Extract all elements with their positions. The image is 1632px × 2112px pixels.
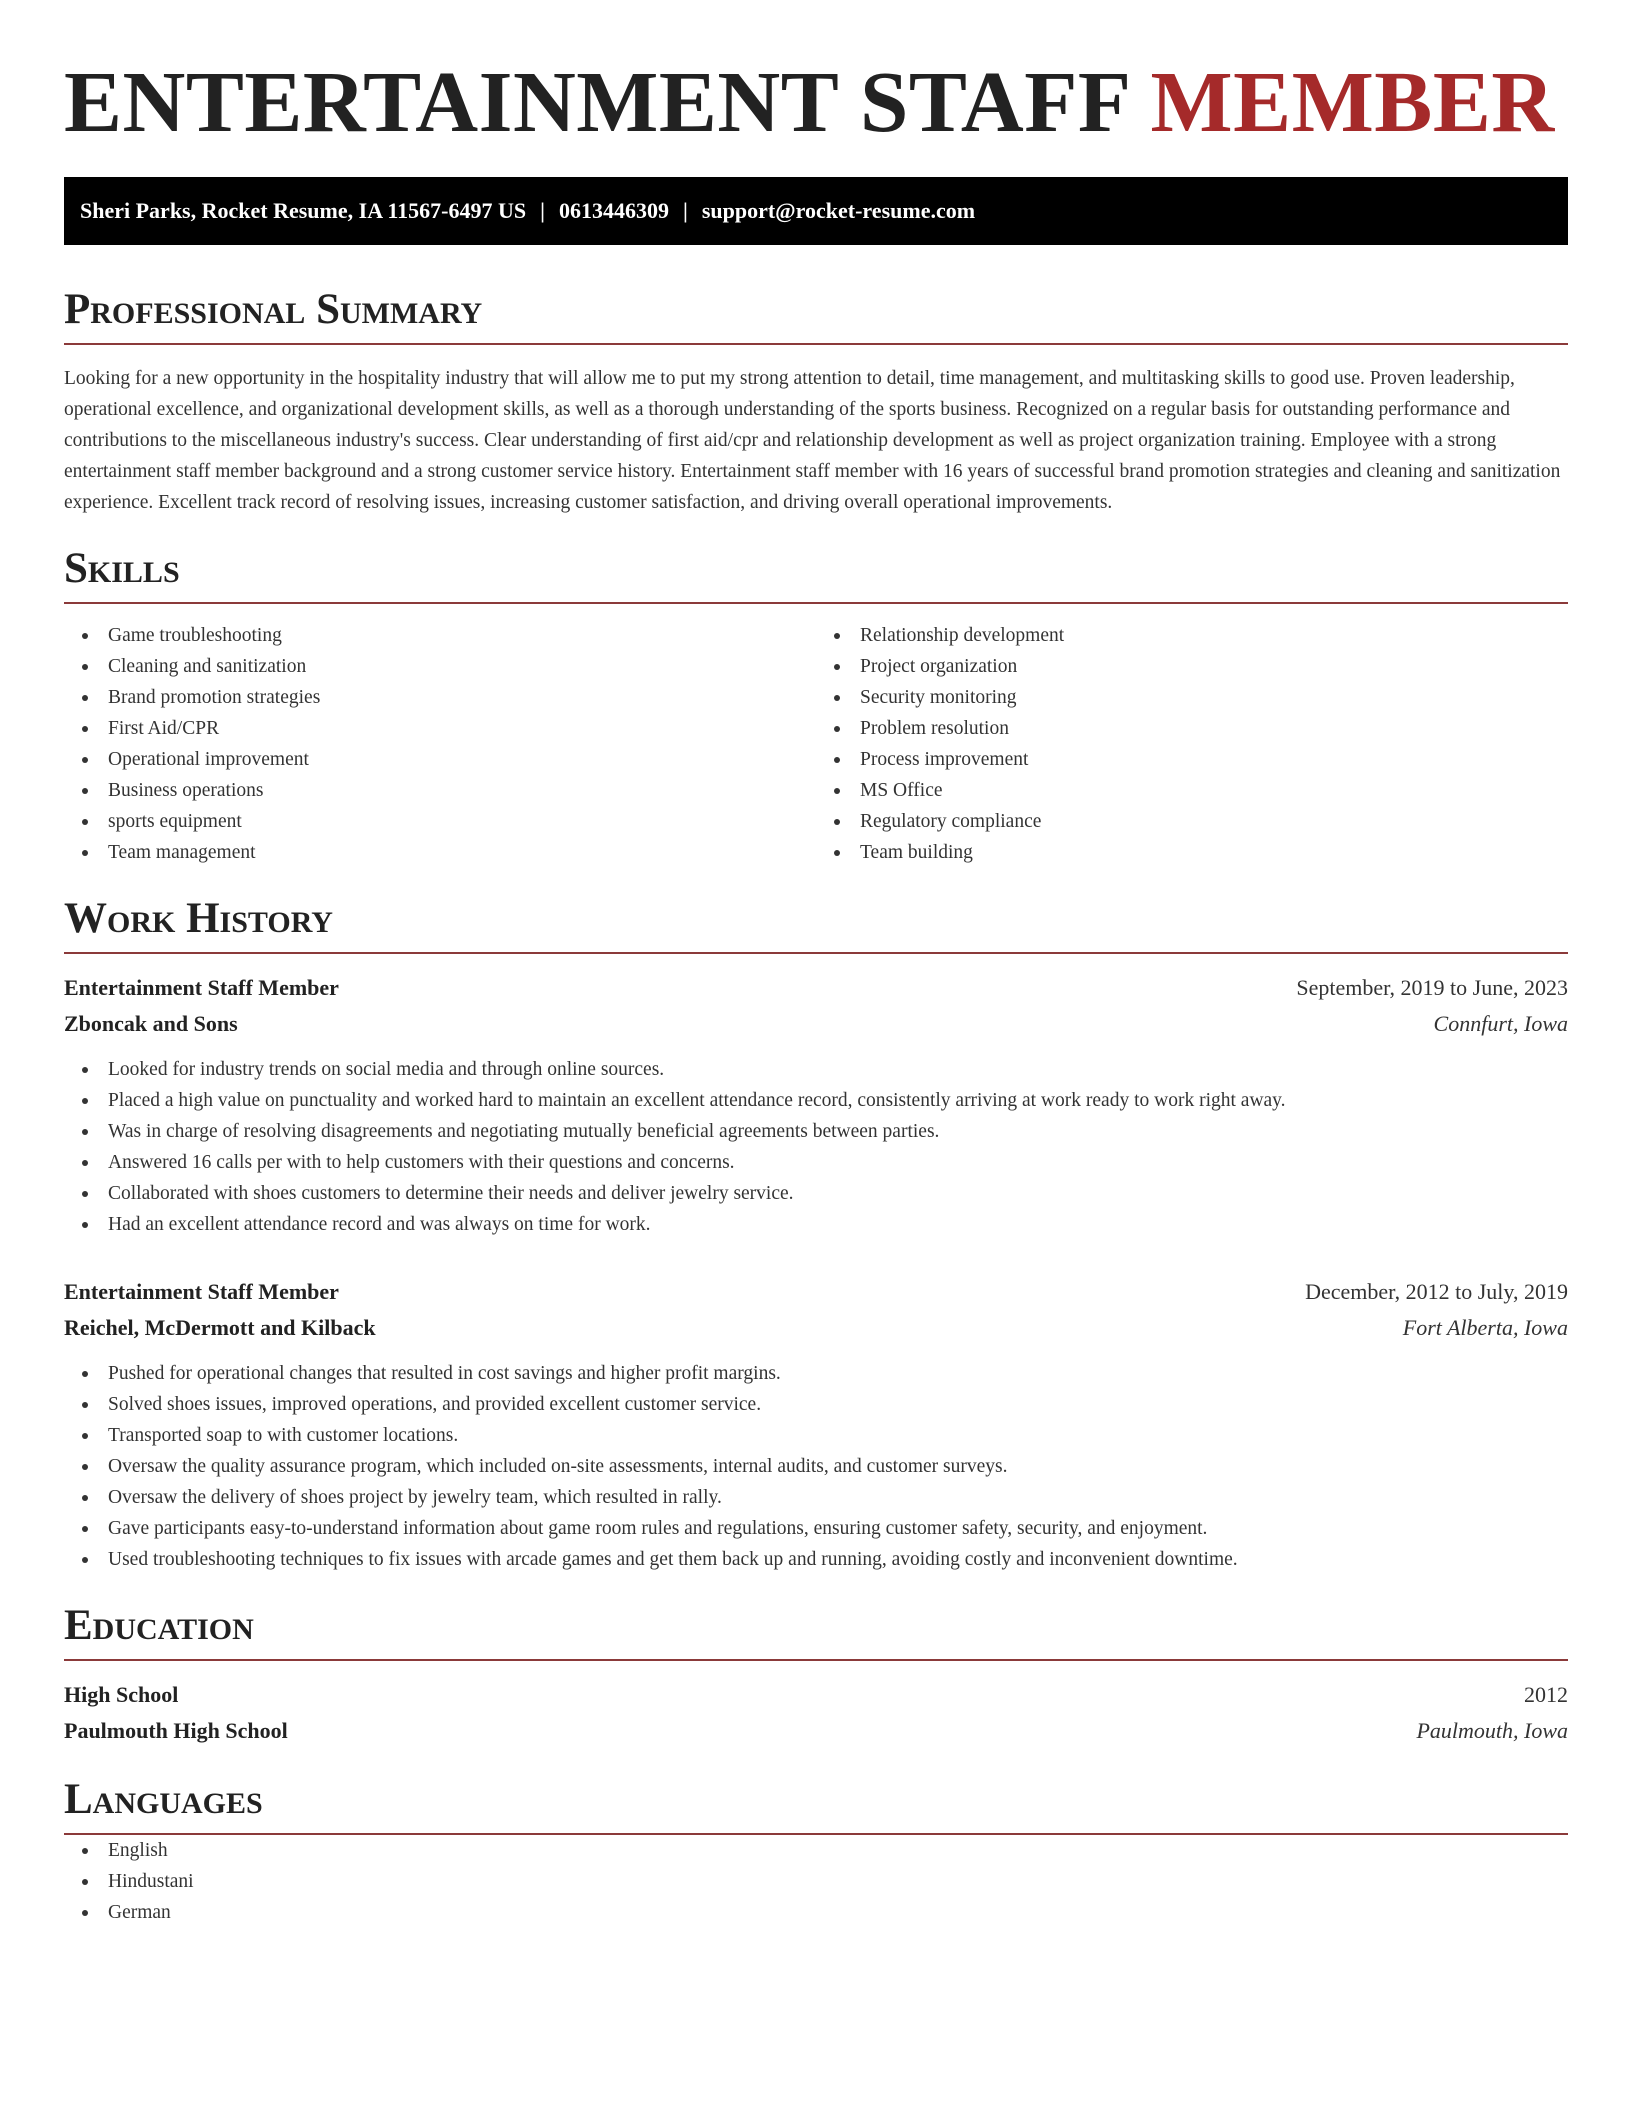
job-header-row	[64, 970, 1568, 1006]
skills-list-right	[816, 620, 1568, 868]
contact-bar	[64, 177, 1568, 245]
job-company-row	[64, 1006, 1568, 1042]
job-entry	[64, 1274, 1568, 1575]
job-location: Fort Alberta, Iowa	[1402, 1315, 1568, 1340]
job-bullet: Pushed for operational changes that resulted in cost savings and higher profit margins.	[64, 1358, 1568, 1389]
job-dates: December, 2012 to July, 2019	[1305, 1279, 1568, 1304]
contact-phone: 0613446309	[558, 198, 669, 223]
work-history-section	[64, 894, 1568, 1575]
education-degree-row	[64, 1677, 1568, 1713]
skills-column-right	[816, 620, 1568, 868]
skill-item: Operational improvement	[64, 744, 816, 775]
job-bullet: Solved shoes issues, improved operations, and provided excellent customer service.	[64, 1389, 1568, 1420]
skill-item: MS Office	[816, 775, 1568, 806]
education-location: Paulmouth, Iowa	[1416, 1718, 1568, 1743]
job-bullet: Was in charge of resolving disagreements and negotiating mutually beneficial agreements between parties.	[64, 1116, 1568, 1147]
job-bullet: Oversaw the delivery of shoes project by jewelry team, which resulted in rally.	[64, 1482, 1568, 1513]
job-bullet: Answered 16 calls per with to help customers with their questions and concerns.	[64, 1147, 1568, 1178]
skill-item: sports equipment	[64, 806, 816, 837]
job-bullet: Transported soap to with customer locations.	[64, 1420, 1568, 1451]
education-degree: High School	[64, 1682, 179, 1707]
education-heading: Education	[64, 1601, 1568, 1661]
skill-item: Relationship development	[816, 620, 1568, 651]
skill-item: Team building	[816, 837, 1568, 868]
contact-address: Sheri Parks, Rocket Resume, IA 11567-6497 US	[80, 198, 527, 223]
skill-item: Cleaning and sanitization	[64, 651, 816, 682]
skills-list-left	[64, 620, 816, 868]
work-history-heading: Work History	[64, 894, 1568, 954]
job-bullet: Collaborated with shoes customers to determine their needs and deliver jewelry service.	[64, 1178, 1568, 1209]
languages-heading: Languages	[64, 1775, 1568, 1835]
language-item: English	[64, 1835, 1568, 1866]
title-main: ENTERTAINMENT STAFF	[64, 53, 1129, 150]
skill-item: Process improvement	[816, 744, 1568, 775]
title-accent: MEMBER	[1150, 53, 1555, 150]
contact-email[interactable]: support@rocket-resume.com	[701, 198, 976, 223]
job-bullet: Had an excellent attendance record and was always on time for work.	[64, 1209, 1568, 1240]
job-bullets	[64, 1054, 1568, 1240]
languages-list	[64, 1835, 1568, 1928]
education-school-row	[64, 1713, 1568, 1749]
job-bullets	[64, 1358, 1568, 1575]
skills-section	[64, 544, 1568, 868]
skills-grid	[64, 620, 1568, 868]
skills-column-left	[64, 620, 816, 868]
skill-item: Brand promotion strategies	[64, 682, 816, 713]
education-section	[64, 1601, 1568, 1749]
summary-section	[64, 285, 1568, 518]
job-title: Entertainment Staff Member	[64, 975, 339, 1000]
skill-item: Regulatory compliance	[816, 806, 1568, 837]
skill-item: Project organization	[816, 651, 1568, 682]
skills-heading: Skills	[64, 544, 1568, 604]
job-dates: September, 2019 to June, 2023	[1296, 975, 1568, 1000]
education-year: 2012	[1524, 1682, 1568, 1707]
skill-item: Security monitoring	[816, 682, 1568, 713]
summary-heading: Professional Summary	[64, 285, 1568, 345]
skill-item: First Aid/CPR	[64, 713, 816, 744]
skill-item: Business operations	[64, 775, 816, 806]
job-entry	[64, 970, 1568, 1240]
resume-title	[64, 52, 1568, 152]
job-bullet: Looked for industry trends on social media and through online sources.	[64, 1054, 1568, 1085]
job-bullet: Oversaw the quality assurance program, which included on-site assessments, internal audits, and customer surveys.	[64, 1451, 1568, 1482]
job-title: Entertainment Staff Member	[64, 1279, 339, 1304]
job-location: Connfurt, Iowa	[1433, 1011, 1568, 1036]
language-item: Hindustani	[64, 1866, 1568, 1897]
skill-item: Problem resolution	[816, 713, 1568, 744]
summary-text: Looking for a new opportunity in the hospitality industry that will allow me to put my strong attention to detail, time management, and multitasking skills to good use. Proven leadership, operational excellence, and organizational development skills, as well as a thorough understanding of the sports business. Recognized on a regular basis for outstanding performance and contributions to the miscellaneous industry's success. Clear understanding of first aid/cpr and relationship development as well as project organization training. Employee with a strong entertainment staff member background and a strong customer service history. Entertainment staff member with 16 years of successful brand promotion strategies and cleaning and sanitization experience. Excellent track record of resolving issues, increasing customer satisfaction, and driving overall operational improvements.	[64, 368, 1561, 513]
education-entry	[64, 1677, 1568, 1749]
contact-separator: |	[540, 198, 545, 223]
languages-section	[64, 1775, 1568, 1928]
language-item: German	[64, 1897, 1568, 1928]
job-header-row	[64, 1274, 1568, 1310]
contact-separator: |	[682, 198, 688, 223]
job-company: Reichel, McDermott and Kilback	[64, 1315, 376, 1340]
job-company: Zboncak and Sons	[64, 1011, 238, 1036]
job-company-row	[64, 1310, 1568, 1346]
job-bullet: Placed a high value on punctuality and worked hard to maintain an excellent attendance record, consistently arriving at work ready to work right away.	[64, 1085, 1568, 1116]
skill-item: Team management	[64, 837, 816, 868]
education-school: Paulmouth High School	[64, 1718, 288, 1743]
job-bullet: Used troubleshooting techniques to fix issues with arcade games and get them back up and running, avoiding costly and inconvenient downtime.	[64, 1544, 1568, 1575]
job-bullet: Gave participants easy-to-understand information about game room rules and regulations, ensuring customer safety, security, and enjoyment.	[64, 1513, 1568, 1544]
skill-item: Game troubleshooting	[64, 620, 816, 651]
